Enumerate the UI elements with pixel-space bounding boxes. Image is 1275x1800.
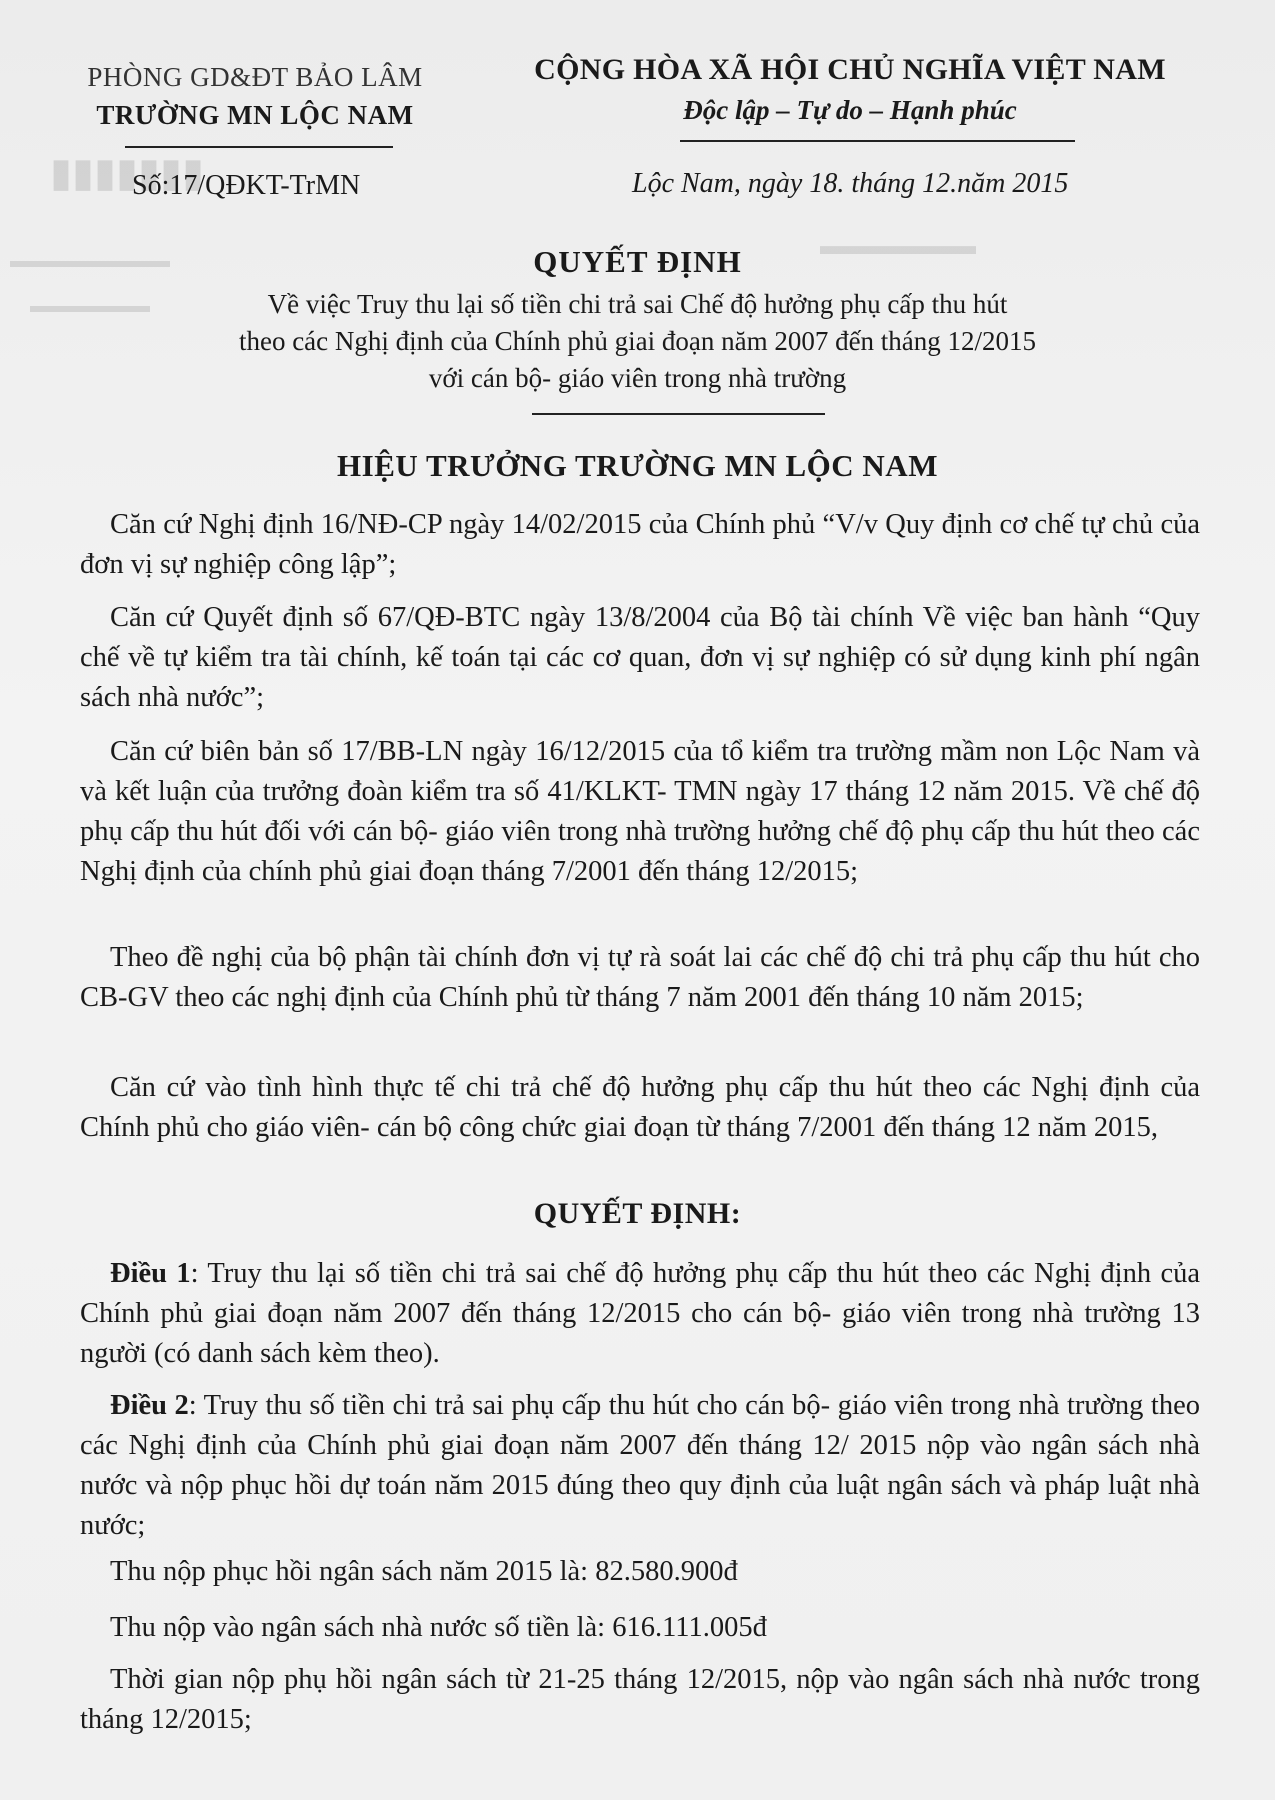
article-1 xyxy=(80,1254,1200,1374)
national-header xyxy=(470,50,1230,130)
article-2 xyxy=(80,1386,1200,1546)
bleed-through-mark: ▬▬▬▬▬▬ xyxy=(30,295,150,317)
article-text: : Truy thu lại số tiền chi trả sai chế độ hưởng phụ cấp thu hút theo các Nghị định của Chính phủ giai đoạn năm 2007 đến tháng 12/2015 cho cán bộ- giáo viên trong nhà trường 13 người (có danh sách kèm theo). xyxy=(80,1258,1200,1369)
issuing-organization xyxy=(40,58,470,134)
amount-line: Thu nộp phục hồi ngân sách năm 2015 là: 82.580.900đ xyxy=(110,1556,738,1587)
article-label: Điều 1 xyxy=(110,1258,191,1289)
header-right-rule xyxy=(680,140,1075,142)
decision-heading: QUYẾT ĐỊNH: xyxy=(533,1197,742,1230)
document-title: QUYẾT ĐỊNH xyxy=(533,244,742,279)
department-name: PHÒNG GD&ĐT BẢO LÂM xyxy=(87,62,423,92)
document-number: Số:17/QĐKT-TrMN xyxy=(132,170,361,201)
preamble-paragraph: Căn cứ Quyết định số 67/QĐ-BTC ngày 13/8/2004 của Bộ tài chính Về việc ban hành “Quy chế về tự kiểm tra tài chính, kế toán tại các cơ quan, đơn vị sự nghiệp có sử dụng kinh phí ngân sách nhà nước”; xyxy=(80,602,1200,713)
subject-line: theo các Nghị định của Chính phủ giai đoạn năm 2007 đến tháng 12/2015 xyxy=(238,326,1037,356)
header-left-rule xyxy=(125,146,393,148)
subject-line: với cán bộ- giáo viên trong nhà trường xyxy=(428,363,847,393)
timeline-paragraph: Thời gian nộp phụ hồi ngân sách từ 21-25 tháng 12/2015, nộp vào ngân sách nhà nước trong tháng 12/2015; xyxy=(80,1664,1200,1735)
preamble-paragraph: Theo đề nghị của bộ phận tài chính đơn vị tự rà soát lai các chế độ chi trả phụ cấp thu hút cho CB-GV theo các nghị định của Chính phủ từ tháng 7 năm 2001 đến tháng 10 năm 2015; xyxy=(80,942,1200,1013)
preamble-paragraph: Căn cứ Nghị định 16/NĐ-CP ngày 14/02/2015 của Chính phủ “V/v Quy định cơ chế tự chủ của đơn vị sự nghiệp công lập”; xyxy=(80,509,1200,580)
school-name: TRƯỜNG MN LỘC NAM xyxy=(96,100,414,130)
authority-heading: HIỆU TRƯỞNG TRƯỜNG MN LỘC NAM xyxy=(337,448,938,483)
article-label: Điều 2 xyxy=(110,1390,189,1421)
preamble-paragraph: Căn cứ biên bản số 17/BB-LN ngày 16/12/2015 của tổ kiểm tra trường mầm non Lộc Nam và và kết luận của trưởng đoàn kiểm tra số 41/KLKT- TMN ngày 17 tháng 12 năm 2015. Về chế độ phụ cấp thu hút đối với cán bộ- giáo viên trong nhà trường hưởng chế độ phụ cấp thu hút theo các Nghị định của chính phủ giai đoạn tháng 7/2001 đến tháng 12/2015; xyxy=(80,736,1200,887)
place-and-date: Lộc Nam, ngày 18. tháng 12.năm 2015 xyxy=(632,168,1069,199)
nation-title: CỘNG HÒA XÃ HỘI CHỦ NGHĨA VIỆT NAM xyxy=(534,53,1166,86)
article-text: : Truy thu số tiền chi trả sai phụ cấp thu hút cho cán bộ- giáo viên trong nhà trường theo các Nghị định của Chính phủ giai đoạn năm 2007 đến tháng 12/ 2015 nộp vào ngân sách nhà nước và nộp phục hồi dự toán năm 2015 đúng theo quy định của luật ngân sách và pháp luật nhà nước; xyxy=(80,1390,1200,1541)
amount-line: Thu nộp vào ngân sách nhà nước số tiền là: 616.111.005đ xyxy=(110,1612,767,1643)
preamble-paragraph: Căn cứ vào tình hình thực tế chi trả chế độ hưởng phụ cấp thu hút theo các Nghị định của Chính phủ cho giáo viên- cán bộ công chức giai đoạn từ tháng 7/2001 đến tháng 12 năm 2015, xyxy=(80,1072,1200,1143)
bleed-through-mark: ▮▮▮▮▮▮▮ xyxy=(50,151,205,195)
bleed-through-mark: ▬▬▬▬▬▬▬▬ xyxy=(10,250,170,272)
bleed-through-mark: ▬▬▬▬▬▬ xyxy=(820,230,976,260)
subject-line: Về việc Truy thu lại số tiền chi trả sai Chế độ hưởng phụ cấp thu hút xyxy=(267,289,1008,319)
nation-motto: Độc lập – Tự do – Hạnh phúc xyxy=(683,95,1017,125)
title-rule xyxy=(532,413,825,415)
